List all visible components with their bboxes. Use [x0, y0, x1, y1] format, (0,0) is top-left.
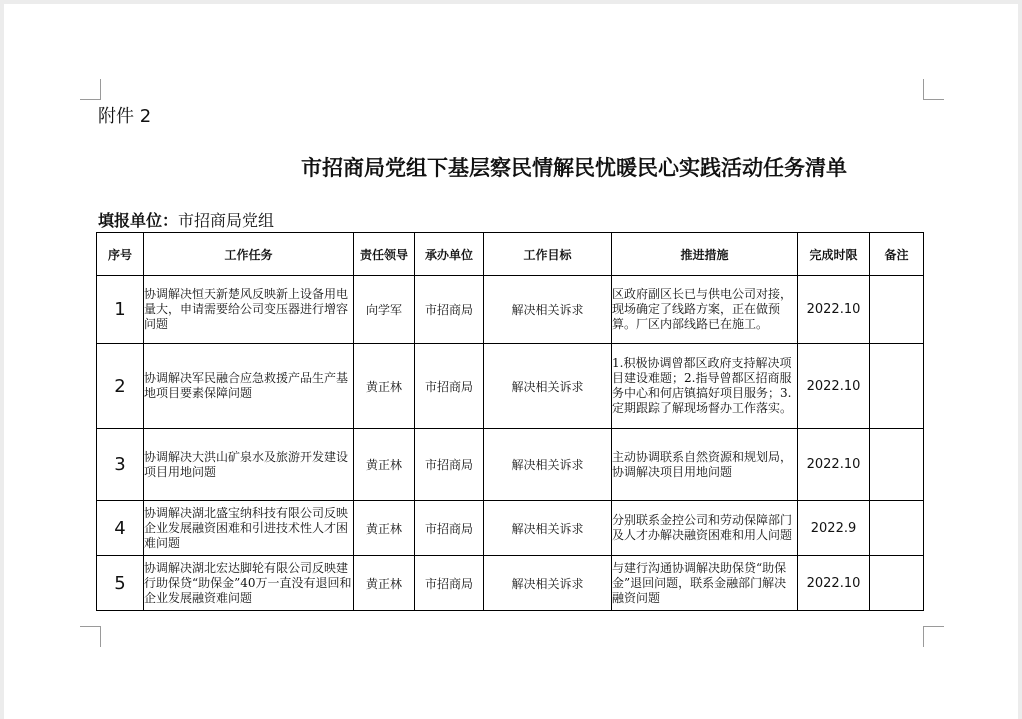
goal-cell: 解决相关诉求: [484, 344, 612, 429]
crop-mark-top-right: [923, 79, 944, 100]
measure-cell: 主动协调联系自然资源和规划局，协调解决项目用地问题: [612, 429, 798, 501]
header-cell: 序号: [97, 233, 144, 276]
table-row: [97, 276, 924, 344]
leader-cell: 黄正林: [354, 556, 415, 611]
goal-cell: 解决相关诉求: [484, 556, 612, 611]
remark-cell: [870, 344, 924, 429]
crop-mark-top-left: [80, 79, 101, 100]
measure-cell: 1.积极协调曾都区政府支持解决项目建设难题；2.指导曾都区招商服务中心和何店镇搞好项目服务；3.定期跟踪了解现场督办工作落实。: [612, 344, 798, 429]
remark-cell: [870, 276, 924, 344]
table-row: [97, 556, 924, 611]
row-number: 3: [97, 429, 144, 501]
attachment-label: 附件 2: [98, 106, 152, 127]
header-cell: 承办单位: [415, 233, 484, 276]
deadline-cell: 2022.9: [798, 501, 870, 556]
goal-cell: 解决相关诉求: [484, 429, 612, 501]
remark-cell: [870, 429, 924, 501]
table-row: [97, 344, 924, 429]
task-cell: 协调解决军民融合应急救援产品生产基地项目要素保障问题: [144, 344, 354, 429]
reporting-unit-value: 市招商局党组: [178, 211, 275, 230]
header-cell: 责任领导: [354, 233, 415, 276]
deadline-cell: 2022.10: [798, 344, 870, 429]
reporting-unit: [98, 208, 274, 231]
unit-cell: 市招商局: [415, 429, 484, 501]
measure-cell: 区政府副区长已与供电公司对接，现场确定了线路方案，正在做预算。厂区内部线路已在施工。: [612, 276, 798, 344]
header-cell: 备注: [870, 233, 924, 276]
remark-cell: [870, 501, 924, 556]
deadline-cell: 2022.10: [798, 429, 870, 501]
row-number: 5: [97, 556, 144, 611]
deadline-cell: 2022.10: [798, 556, 870, 611]
goal-cell: 解决相关诉求: [484, 501, 612, 556]
crop-mark-bottom-right: [923, 626, 944, 647]
table-row: [97, 501, 924, 556]
header-cell: 工作目标: [484, 233, 612, 276]
unit-cell: 市招商局: [415, 556, 484, 611]
goal-cell: 解决相关诉求: [484, 276, 612, 344]
measure-cell: 分别联系金控公司和劳动保障部门及人才办解决融资困难和用人问题: [612, 501, 798, 556]
header-cell: 工作任务: [144, 233, 354, 276]
header-cell: 完成时限: [798, 233, 870, 276]
remark-cell: [870, 556, 924, 611]
header-cell: 推进措施: [612, 233, 798, 276]
crop-mark-bottom-left: [80, 626, 101, 647]
table-row: [97, 429, 924, 501]
leader-cell: 黄正林: [354, 501, 415, 556]
measure-cell: 与建行沟通协调解决助保贷“助保金”退回问题，联系金融部门解决融资问题: [612, 556, 798, 611]
document-title: 市招商局党组下基层察民情解民忧暖民心实践活动任务清单: [301, 155, 847, 180]
leader-cell: 黄正林: [354, 344, 415, 429]
leader-cell: 向学军: [354, 276, 415, 344]
task-cell: 协调解决恒天新楚风反映新上设备用电量大，申请需要给公司变压器进行增容问题: [144, 276, 354, 344]
unit-cell: 市招商局: [415, 276, 484, 344]
task-cell: 协调解决湖北盛宝纳科技有限公司反映企业发展融资困难和引进技术性人才困难问题: [144, 501, 354, 556]
unit-cell: 市招商局: [415, 344, 484, 429]
document-page: [4, 4, 1018, 719]
row-number: 4: [97, 501, 144, 556]
task-cell: 协调解决大洪山矿泉水及旅游开发建设项目用地问题: [144, 429, 354, 501]
row-number: 1: [97, 276, 144, 344]
deadline-cell: 2022.10: [798, 276, 870, 344]
task-cell: 协调解决湖北宏达脚轮有限公司反映建行助保贷“助保金”40万一直没有退回和企业发展融资难问题: [144, 556, 354, 611]
row-number: 2: [97, 344, 144, 429]
reporting-unit-label: 填报单位：: [98, 211, 179, 230]
unit-cell: 市招商局: [415, 501, 484, 556]
leader-cell: 黄正林: [354, 429, 415, 501]
table-header-row: [97, 233, 924, 276]
task-table: [96, 232, 924, 611]
